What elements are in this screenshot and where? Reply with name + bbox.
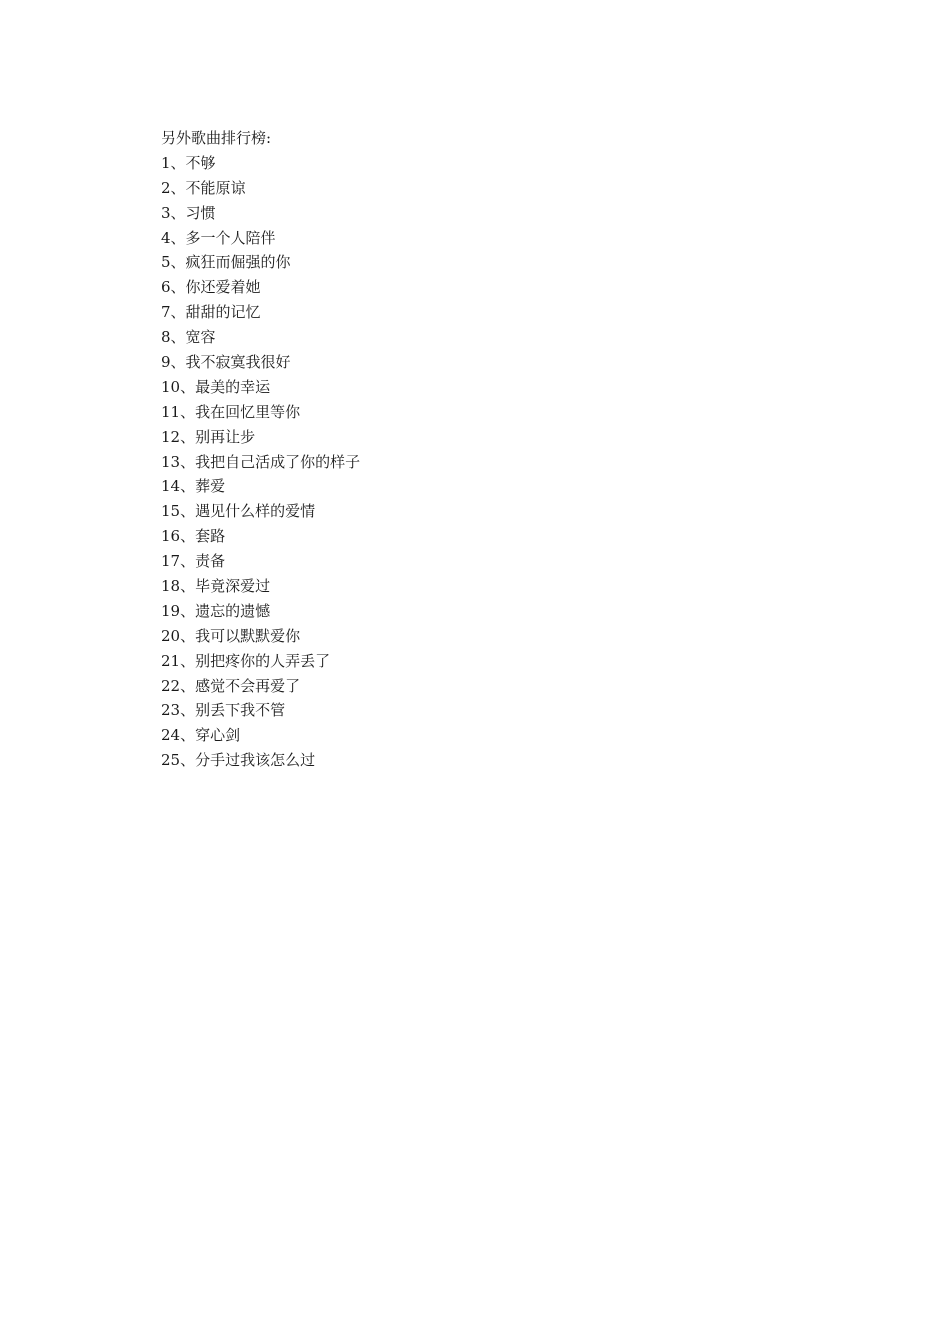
list-item: 16、套路 — [161, 527, 226, 546]
list-item: 14、葬爱 — [161, 477, 226, 496]
list-item: 6、你还爱着她 — [161, 278, 261, 297]
list-item: 22、感觉不会再爱了 — [161, 676, 301, 695]
list-item: 9、我不寂寞我很好 — [161, 353, 291, 372]
list-item: 8、宽容 — [161, 328, 216, 347]
list-heading: 另外歌曲排行榜: — [161, 129, 272, 147]
list-item: 2、不能原谅 — [161, 178, 246, 197]
list-item: 7、甜甜的记忆 — [161, 303, 261, 322]
list-item: 10、最美的幸运 — [161, 377, 271, 396]
list-item: 18、毕竟深爱过 — [161, 577, 271, 596]
list-item: 25、分手过我该怎么过 — [161, 751, 316, 770]
list-item: 24、穿心剑 — [161, 726, 241, 745]
list-item: 1、不够 — [161, 153, 216, 172]
list-item: 19、遗忘的遗憾 — [161, 601, 271, 620]
list-item: 4、多一个人陪伴 — [161, 228, 276, 247]
list-item: 20、我可以默默爱你 — [161, 626, 301, 645]
list-item: 13、我把自己活成了你的样子 — [161, 452, 361, 471]
list-item: 23、别丢下我不管 — [161, 701, 286, 720]
list-item: 17、责备 — [161, 552, 226, 571]
list-item: 21、别把疼你的人弄丢了 — [161, 651, 331, 670]
list-item: 11、我在回忆里等你 — [161, 402, 301, 421]
list-item: 15、遇见什么样的爱情 — [161, 502, 316, 521]
list-item: 3、习惯 — [161, 203, 216, 222]
document-body — [161, 126, 861, 773]
list-item: 12、别再让步 — [161, 427, 256, 446]
list-item: 5、疯狂而倔强的你 — [161, 253, 291, 272]
